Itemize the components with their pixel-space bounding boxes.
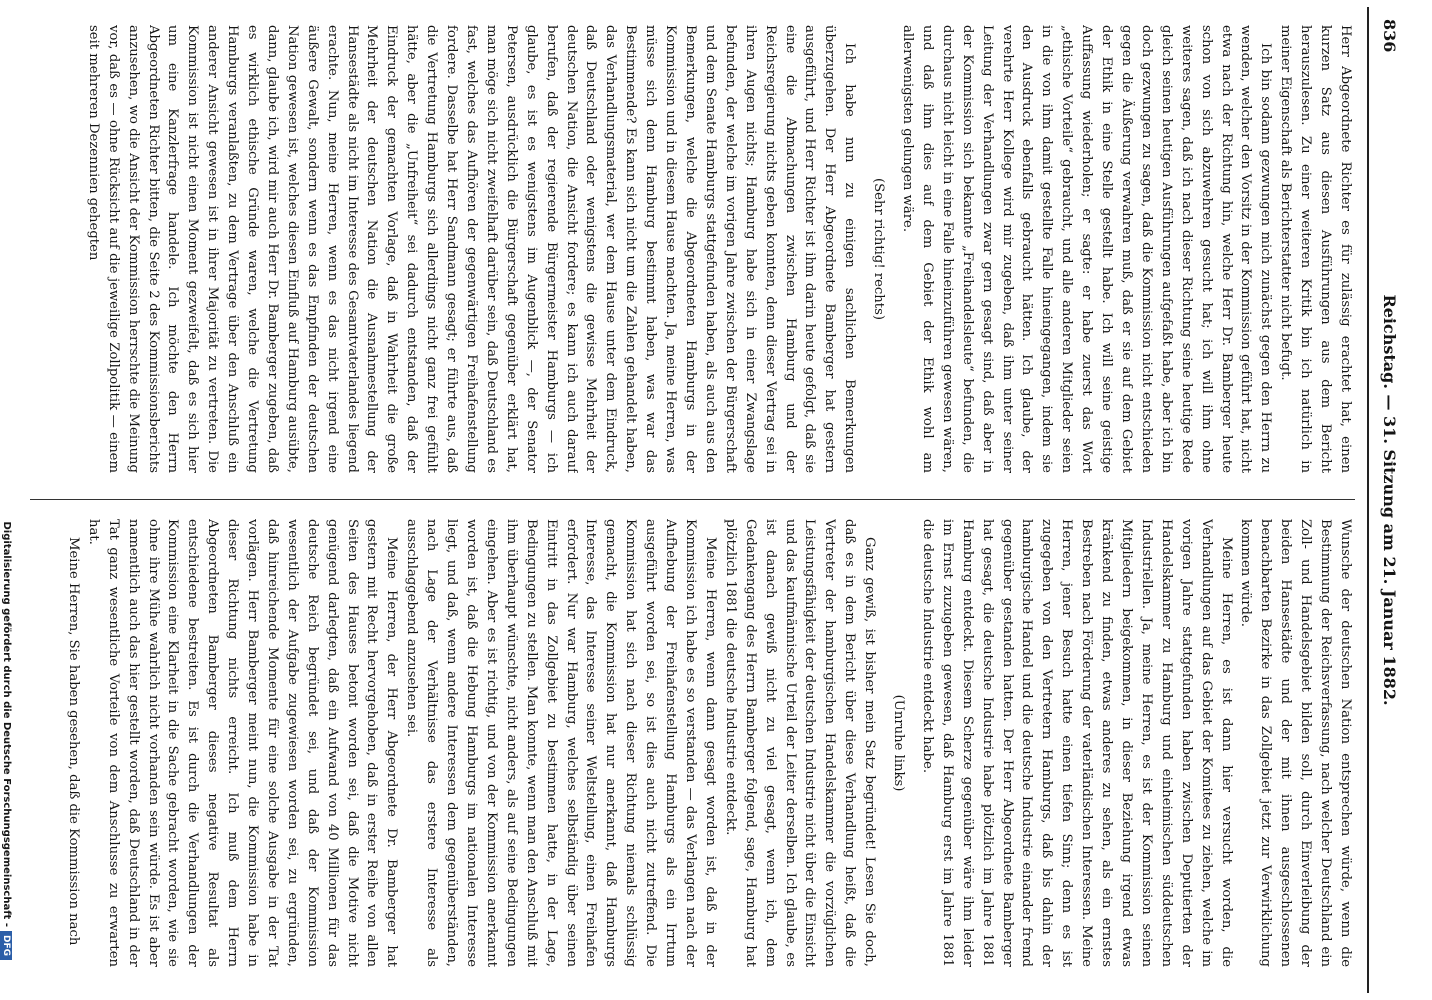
running-head: [1373, 5, 1407, 995]
digitization-credit: [0, 0, 12, 1000]
paragraph: Herr Abgeordnete Richter es für zulässig erachtet hat, einen kurzen Satz aus diesen Ausführungen aus dem Bericht herauszulesen. Zu einer weiteren Kritik bin ich natürlich in meiner Eigenschaft als Berichterstatter nicht befugt.: [1278, 25, 1353, 473]
paragraph: Ganz gewiß, ist bisher mein Satz begründet! Lesen Sie doch, daß es in dem Bericht über diese Verhandlung heißt, daß die Vertreter der hamburgischen Handelskammer die vorzüglichen Leistungsfähigkeit der deutschen Industrie nicht über die Einsicht und das kaufmännische Urteil der Leiter derselben. Ich glaube, es ist danach gewiß nicht zu viel gesagt, wenn ich, dem Gedankengang des Herrn Bamberger folgend, sage, Hamburg hat plötzlich 1881 die deutsche Industrie entdeckt.: [722, 519, 878, 967]
header-rule: [1367, 7, 1369, 993]
column-divider: [30, 499, 1355, 500]
paragraph: Ich habe nun zu einigen sachlichen Bemerkungen überzugehen. Der Herr Abgeordnete Bamberger hat gestern ausgeführt, und Herr Richter ist ihm darin heute gefolgt, daß sie eine die Abmachungen zwischen Hamburg und der Reichsregierung nichts geben konnten, denn dieser Vertrag sei in ihren Augen nichts; Hamburg habe sich in einer Zwangslage befunden, der welche im vorigen Jahre zwischen der Bürgerschaft und dem Senate Hamburgs stattgefunden haben, als auch aus den Bemerkungen, welche die Abgeordneten Hamburgs in der Kommission und in diesem Hause machten. Ja, meine Herren, was müsse sich denn Hamburg bestimmt haben, was war das Bestimmende? Es kann sich nicht um die Zahlen gehandelt haben, das Verhandlungsmaterial, wer dem Hause unter dem Eindruck, daß Deutschland oder wenigstens die gewisse Mehrheit der deutschen Nation, die Ansicht fordere; es kann ich auch darauf berufen, daß der regierende Bürgermeister Hamburgs — ich glaube, es ist es wenigstens im Augenblick —, der Senator Petersen, ausdrücklich die Bürgerschaft gegenüber erklärt hat, man möge sich nicht zweifelhaft darüber sein, daß Deutschland es fast, welches das Aufhören der gegenwärtigen Freihafenstellung fordere. Dasselbe hat Herr Sandmann gesagt; er führte aus, daß die Vertretung Hamburgs sich allerdings nicht ganz frei gefühlt hätte, aber die „Unfreiheit“ sei dadurch entstanden, daß der Eindruck der gemachten Vorlage, daß in Wahrheit die große Mehrheit der deutschen Nation die Ausnahmestellung der Hansestädte als nicht im Interesse des Gesamtvaterlandes liegend erachte. Nun, meine Herren, wenn es das nicht irgend eine äußere Gewalt, sondern wenn es das Empfinden der deutschen Nation gewesen ist, welches diesen Einfluß auf Hamburg ausübte, dann, glaube ich, wird mir auch Herr Dr. Bamberger zugeben, daß es wirklich ethische Gründe waren, welche die Vertretung Hamburgs veranlaßten, zu dem Vertrage über den Anschluß ein anderer Ansicht gewesen ist in ihrer Majorität zu vertreten. Die Kommission ist nicht einen Moment gezweifelt, daß es sich hier um eine Kanzlerfrage handele. Ich möchte den Herrn Abgeordneten Richter bitten, die Seite 2 des Kommissionsberichts anzusehen, wo die Ansicht der Kommission herrschte die Meinung vor, daß es — ohne Rücksicht auf die jeweilige Zollpolitik — einem seit mehreren Dezennien gehegten: [85, 25, 858, 473]
paragraph: Meine Herren, der Herr Abgeordnete Dr. Bamberger hat gestern mit Recht hervorgehoben, daß in erster Reihe von allen Seiten des Hauses betont worden sei, daß die Motive nicht genügend darlegten, daß ein Aufwand von 40 Millionen für das deutsche Reich begründet sei, und daß der Kommission wesentlich der Aufgabe zugewiesen worden sei, zu ergründen, daß hinreichende Momente für eine solche Ausgabe in der Tat vorlägen. Herr Bamberger meint nun, die Kommission habe in dieser Richtung nichts erreicht. Ich muß dem Herrn Abgeordneten Bamberger dieses negative Resultat als entschiedene bestreiten. Es ist durch die Verhandlungen der Kommission eine Klarheit in die Sache gebracht worden, wie sie ohne ihre Mühe wahrlich nicht vorhanden sein würde. Es ist aber namentlich auch das hier gestellt worden, daß Deutschland in der Tat ganz wesentliche Vorteile von dem Anschlusse zu erwarten hat.: [85, 519, 400, 967]
interjection: (Sehr richtig! rechts): [871, 177, 887, 321]
right-column: [35, 519, 1355, 967]
page-title: Reichstag. — 31. Sitzung am 21. Januar 1882.: [1380, 294, 1399, 706]
left-column: [35, 25, 1355, 473]
interjection: (Unruhe links): [891, 694, 907, 792]
paragraph: Wunsche der deutschen Nation entsprechen würde, wenn die Bestimmung der Reichsverfassung, nach welcher Deutschland ein Zoll- und Handelsgebiet bilden soll, durch Einverleibung der beiden Hansestädte und der mit ihnen ausgeschlossenen benachbarten Bezirke in das Zollgebiet jetzt zur Verwirklichung kommen würde.: [1238, 519, 1353, 967]
paragraph: Meine Herren, wenn dann gesagt worden ist, daß in der Kommission ich habe es so verstanden — das Verlangen nach der Aufhebung der Freihafenstellung Hamburgs als ein Irrtum ausgeführt worden sei, so ist dies auch nicht zutreffend. Die Kommission hat sich nach dieser Richtung niemals schlüssig gemacht, die Kommission hat nur anerkannt, daß Hamburgs Interesse, das Interesse seiner Weltstellung, einen Freihafen erfordert. Nur war Hamburg, welches selbständig über seinen Eintritt in das Zollgebiet zu bestimmen hatte, in der Lage, Bedingungen zu stellen. Man konnte, wenn man den Anschluß mit ihm überhaupt wünschte, nicht anders, als auf seine Bedingungen eingehen. Aber es ist richtig, und von der Kommission anerkannt worden ist, daß die Hebung Hamburgs im nationalen Interesse liegt, und daß, wenn andere Interessen dem gegenüberständen, nach Lage der Verhältnisse das erstere Interesse als ausschlaggebend anzusehen sei.: [404, 519, 718, 967]
page-frame: [15, 5, 1427, 995]
dfg-logo: DFG: [0, 931, 12, 960]
credit-text: Digitalisierung gefördert durch die Deutsche Forschungsgemeinschaft -: [1, 521, 12, 927]
page-number: 836: [1380, 19, 1399, 53]
paragraph: Meine Herren, Sie haben gesehen, daß die Kommission nach: [65, 537, 81, 946]
paragraph: Ich bin sodann gezwungen mich zunächst gegen den Herrn zu wenden, welcher den Vorsitz in der Kommission geführt hat, nicht etwa nach der Richtung hin, welche Herr Dr. Bamberger heute schon von sich abzuwehren gesucht hat; ich will ihm ohne weiteres sagen, daß ich nach dieser Richtung seine heutige Rede gleich seinen heutigen Ausführungen aufgefaßt habe, aber ich bin doch gezwungen zu sagen, daß die Kommission nicht entschieden gegen die Äußerung verwahren muß, daß er sie auf dem Gebiet der Ethik in eine Stelle gestellt habe. Ich will seine geistige Auffassung wiederholen; er sagte: er habe zuerst das Wort „ethische Vorteile“ gebraucht, und alle anderen Mitglieder seien in die von ihm damit gestellte Falle hineingegangen, indem sie den Ausdruck ebenfalls gebraucht hätten. Ich glaube, der verehrte Herr Kollege wird mir zugeben, daß ihm unter seiner Leitung der Verhandlungen zwar gern gesagt sind, daß aber in der Kommission sich bekannte „Freihandelsleute“ befunden, die durchaus nicht leicht in eine Falle hineinzuführen gewesen wären, und daß ihm dies auf dem Gebiet der Ethik wohl am allerwenigsten gelungen wäre.: [900, 25, 1274, 473]
paragraph: Meine Herren, es ist dann hier versucht worden, die Verhandlungen auf das Gebiet der Komitees zu ziehen, welche im vorigen Jahre stattgefunden haben zwischen Deputierten der Handelskammer zu Hamburg und einheimischen süddeutschen Industriellen. Ja, meine Herren, es ist der Kommission seinen Mitgliedern beigekommen, in dieser Beziehung irgend etwas kränkend zu finden, etwas anderes zu sehen, als ein ernstes Bestreben nach Förderung der vaterländischen Interessen. Meine Herren, jener Besuch hatte einen tiefen Sinn; denn es ist zugegeben von den Vertretern Hamburgs, daß bis dahin der hamburgische Handel und die deutsche Industrie einander fremd gegenüber gestanden hatten. Der Herr Abgeordnete Bamberger hat gesagt, die deutsche Industrie habe plötzlich im Jahre 1881 Hamburg entdeckt. Diesem Scherze gegenüber wäre ihm leider im Ernst zuzugeben gewesen, daß Hamburg erst im Jahre 1881 die deutsche Industrie entdeckt habe.: [919, 519, 1234, 967]
